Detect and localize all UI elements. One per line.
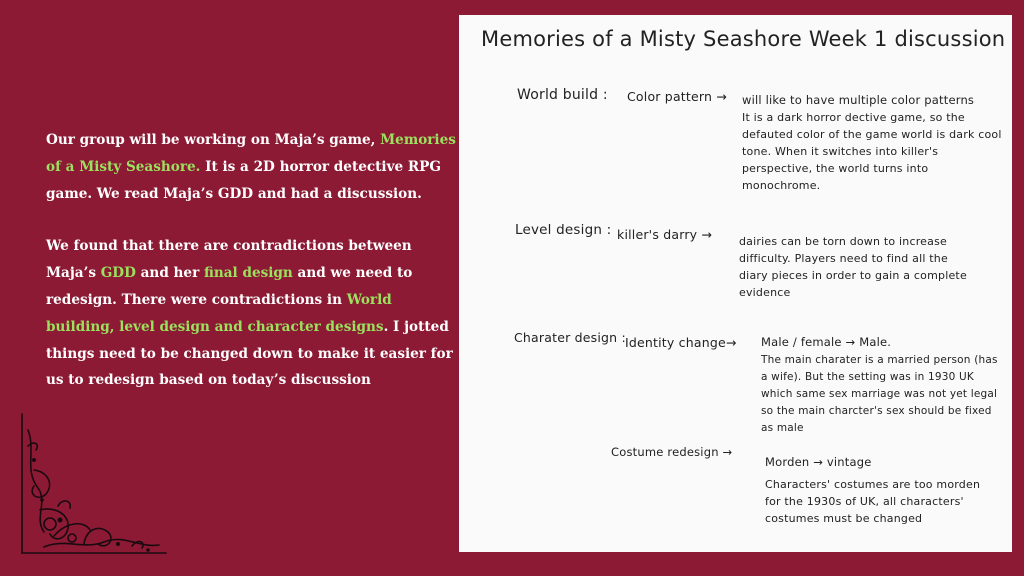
game-title-highlight: Memories of a Misty Seashore. [46,132,456,175]
costume-redesign-label: Costume redesign → [611,445,733,459]
intro-text-a: Our group will be working on Maja’s game, [46,132,381,148]
final-design-highlight: final design [203,265,293,282]
character-design-line1: Male / female → Male. [761,335,892,349]
contra-text-d: . I jotted things need to be changed down to make it easier for us to redesign based on today’s discussion [46,318,453,389]
paragraph-contradictions [46,233,456,394]
intro-text-b: It is a 2D horror detective RPG game. We read Maja’s GDD and had a discussion. [46,158,442,202]
world-build-notes: It is a dark horror dective game, so the defauted color of the game world is dark cool tone. When it switches into killer's perspective, the world turns into monochrome. [742,111,1002,192]
description-text [46,127,456,420]
design-areas-highlight: World building, level design and character designs [46,291,392,335]
world-build-line1: will like to have multiple color patterns [742,93,975,107]
handwritten-notes-image [459,15,1012,552]
paragraph-intro [46,127,456,207]
contra-text-b: and her [135,265,204,282]
contra-text-a: We found that there are contradictions between Maja’s [46,238,412,282]
character-design-notes: The main charater is a married person (has a wife). But the setting was in 1930 UK which same sex marriage was not yet legal so the main charcter's sex should be fixed as male [761,354,998,434]
corner-ornament-icon [14,410,174,560]
identity-change-label: Identity change→ [625,335,737,350]
contra-text-c: and we need to redesign. There were contradictions in [46,265,413,308]
color-pattern-label: Color pattern → [627,89,727,104]
killers-diary-label: killer's darry → [617,227,713,242]
world-build-label: World build : [517,87,608,103]
gdd-highlight: GDD [100,265,136,282]
notes-title: Memories of a Misty Seashore Week 1 discussion [481,27,1006,51]
level-design-notes: dairies can be torn down to increase difficulty. Players need to find all the diary pieces in order to gain a complete evidence [739,235,967,299]
level-design-label: Level design : [515,222,612,238]
costume-redesign-line1: Morden → vintage [765,455,872,469]
character-design-label: Charater design : [514,330,626,345]
costume-redesign-notes: Characters' costumes are too morden for the 1930s of UK, all characters' costumes must be changed [765,478,981,525]
